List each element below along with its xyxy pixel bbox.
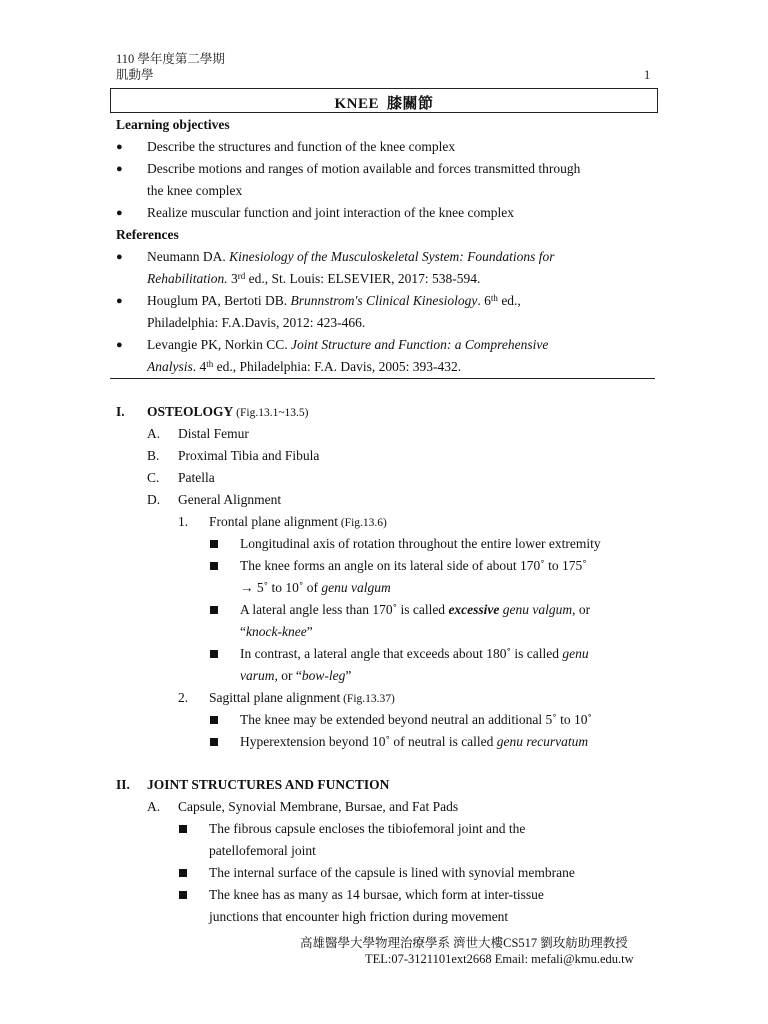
bullet-text-part: Hyperextension beyond 10˚ of neutral is called	[240, 734, 497, 749]
reference-authors: Neumann DA.	[147, 249, 230, 264]
objective-item: Describe the structures and function of the knee complex	[147, 139, 456, 154]
term-excessive: excessive	[448, 602, 500, 617]
term-varum: varum	[240, 668, 275, 683]
outline-item: Proximal Tibia and Fibula	[178, 448, 320, 463]
subitem-text: Frontal plane alignment	[209, 514, 338, 529]
reference-item	[147, 293, 521, 309]
outline-item: Patella	[178, 470, 215, 485]
reference-authors: Levangie PK, Norkin CC.	[147, 337, 291, 352]
outline-letter: A.	[147, 426, 161, 441]
page-title	[111, 92, 657, 113]
outline-letter: B.	[147, 448, 160, 463]
subitem-text: Sagittal plane alignment	[209, 690, 341, 705]
title-chinese: 膝關節	[387, 96, 434, 112]
square-bullet-icon	[179, 825, 187, 833]
bullet-text: Longitudinal axis of rotation throughout the entire lower extremity	[240, 536, 601, 551]
references-heading: References	[116, 227, 179, 242]
course-name: 肌動學	[116, 68, 154, 82]
reference-edition-label: ed.,	[497, 293, 521, 308]
page-number: 1	[644, 68, 651, 82]
reference-edition: . 6	[477, 293, 491, 308]
outline-item: Capsule, Synovial Membrane, Bursae, and Fat Pads	[178, 799, 459, 814]
square-bullet-icon	[210, 650, 218, 658]
reference-item-continued	[147, 359, 461, 375]
section-divider	[110, 378, 655, 379]
title-english: KNEE	[334, 96, 379, 112]
bullet-text	[240, 602, 590, 618]
bullet-text: The knee has as many as 14 bursae, which form at inter-tissue	[209, 887, 544, 902]
bullet-text-part: In contrast, a lateral angle that exceeds about 180˚ is called	[240, 646, 563, 661]
bullet-text-part: A lateral angle less than 170˚ is called	[240, 602, 449, 617]
learning-objectives-heading: Learning objectives	[116, 117, 230, 132]
figure-reference: (Fig.13.37)	[340, 693, 395, 705]
square-bullet-icon	[179, 869, 187, 877]
outline-number: 2.	[178, 690, 189, 705]
reference-authors: Houglum PA, Bertoti DB.	[147, 293, 291, 308]
bullet-text-part: , or	[572, 602, 591, 617]
bullet-text: The internal surface of the capsule is lined with synovial membrane	[209, 865, 575, 880]
outline-item: Distal Femur	[178, 426, 249, 441]
bullet-text-part: , or “	[274, 668, 302, 683]
square-bullet-icon	[210, 540, 218, 548]
reference-title: Rehabilitation.	[147, 271, 228, 286]
round-bullet-icon: ●	[116, 251, 123, 263]
figure-reference: (Fig.13.1~13.5)	[233, 407, 309, 419]
section-heading	[147, 404, 309, 421]
section-numeral: I.	[116, 404, 125, 419]
outline-letter: A.	[147, 799, 161, 814]
title-box	[110, 88, 658, 113]
arrow-icon: →	[240, 580, 254, 595]
reference-publisher: Philadelphia: F.A.Davis, 2012: 423-466.	[147, 315, 366, 330]
reference-title: Joint Structure and Function: a Comprehensive	[291, 337, 549, 352]
reference-item	[147, 249, 555, 265]
outline-letter: C.	[147, 470, 160, 485]
square-bullet-icon	[210, 606, 218, 614]
bullet-text: The knee forms an angle on its lateral side of about 170˚ to 175˚	[240, 558, 587, 573]
close-quote: ”	[306, 624, 313, 639]
round-bullet-icon: ●	[116, 163, 123, 175]
open-quote: “	[240, 624, 246, 639]
bullet-text-part: 5˚ to 10˚ of	[253, 580, 322, 595]
objective-item: Describe motions and ranges of motion available and forces transmitted through	[147, 161, 581, 176]
bullet-text: The knee may be extended beyond neutral an additional 5˚ to 10˚	[240, 712, 593, 727]
footer-affiliation: 高雄醫學大學物理治療學系 濟世大樓CS517 劉玫舫助理教授	[300, 936, 628, 950]
bullet-text-continued	[240, 668, 351, 684]
footer-contact: TEL:07-3121101ext2668 Email: mefali@kmu.edu.tw	[365, 952, 634, 966]
round-bullet-icon: ●	[116, 141, 123, 153]
course-term: 110 學年度第二學期	[116, 52, 225, 66]
outline-subitem	[209, 690, 395, 707]
section-title: OSTEOLOGY	[147, 404, 234, 419]
square-bullet-icon	[210, 716, 218, 724]
square-bullet-icon	[179, 891, 187, 899]
outline-subitem	[209, 514, 387, 531]
term-bow-leg: bow-leg	[301, 668, 346, 683]
section-numeral: II.	[116, 777, 130, 792]
bullet-text-continued: junctions that encounter high friction during movement	[209, 909, 509, 924]
outline-item: General Alignment	[178, 492, 282, 507]
reference-edition-suffix: th	[490, 293, 498, 303]
term-genu-valgum: genu valgum	[499, 602, 573, 617]
term-genu-recurvatum: genu recurvatum	[496, 734, 589, 749]
round-bullet-icon: ●	[116, 207, 123, 219]
figure-reference: (Fig.13.6)	[337, 517, 387, 529]
outline-letter: D.	[147, 492, 161, 507]
term-genu: genu	[562, 646, 589, 661]
section-title: JOINT STRUCTURES AND FUNCTION	[147, 777, 390, 792]
bullet-text-continued	[240, 624, 313, 640]
reference-edition: . 4	[192, 359, 207, 374]
term-genu-valgum: genu valgum	[321, 580, 391, 595]
outline-number: 1.	[178, 514, 189, 529]
objective-item: Realize muscular function and joint interaction of the knee complex	[147, 205, 514, 220]
bullet-text: The fibrous capsule encloses the tibiofemoral joint and the	[209, 821, 526, 836]
reference-publisher: ed., Philadelphia: F.A. Davis, 2005: 393-432.	[213, 359, 462, 374]
round-bullet-icon: ●	[116, 295, 123, 307]
term-knock-knee: knock-knee	[246, 624, 307, 639]
bullet-text	[240, 646, 589, 662]
reference-title: Brunnstrom's Clinical Kinesiology	[290, 293, 478, 308]
round-bullet-icon: ●	[116, 339, 123, 351]
reference-publisher: ed., St. Louis: ELSEVIER, 2017: 538-594.	[245, 271, 481, 286]
reference-item-continued	[147, 271, 480, 287]
reference-title: Kinesiology of the Musculoskeletal System: Foundations for	[229, 249, 555, 264]
bullet-text	[240, 734, 588, 750]
reference-edition: 3	[227, 271, 238, 286]
bullet-text-continued	[240, 580, 391, 596]
reference-title: Analysis	[147, 359, 193, 374]
square-bullet-icon	[210, 738, 218, 746]
reference-edition-suffix: rd	[237, 271, 246, 281]
reference-item	[147, 337, 548, 353]
square-bullet-icon	[210, 562, 218, 570]
objective-item-continued: the knee complex	[147, 183, 243, 198]
bullet-text-continued: patellofemoral joint	[209, 843, 316, 858]
close-quote: ”	[345, 668, 352, 683]
reference-edition-suffix: th	[206, 359, 214, 369]
